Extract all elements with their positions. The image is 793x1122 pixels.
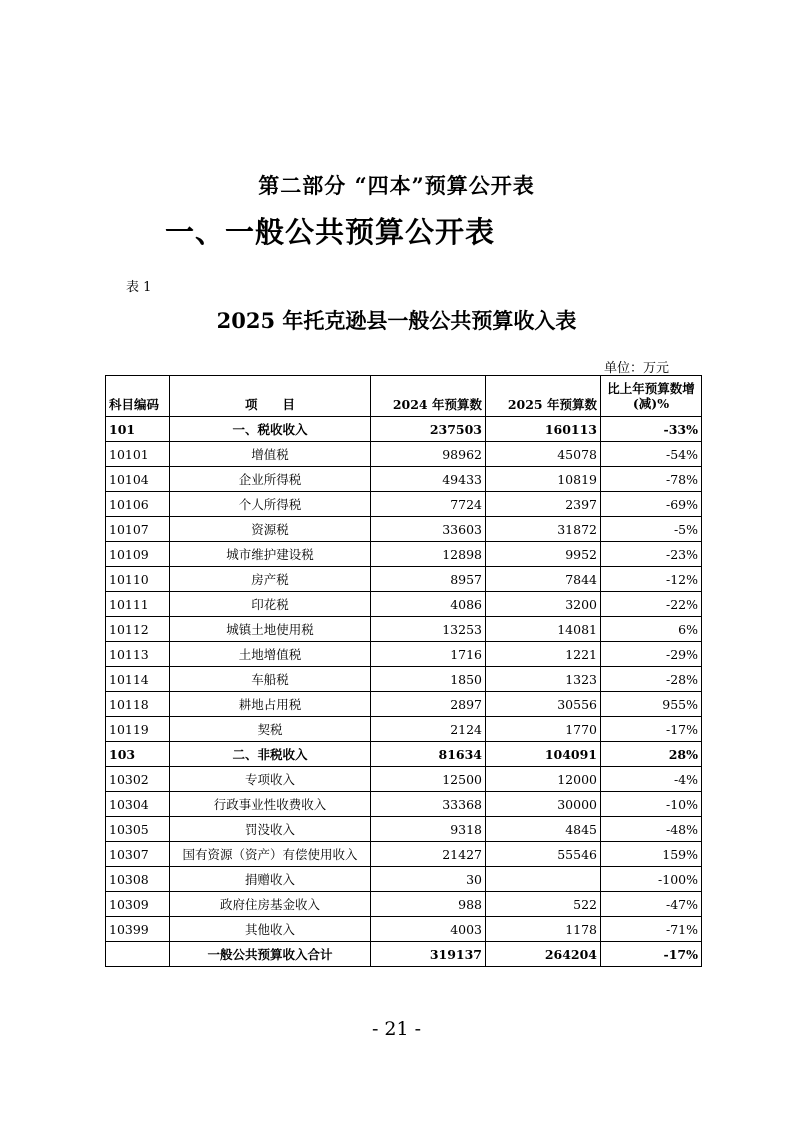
page-number: - 21 - (371, 1018, 422, 1040)
table-row (106, 442, 702, 467)
table-row (106, 617, 702, 642)
row-change-percent: 6% (601, 617, 702, 642)
row-2025-value: 31872 (486, 517, 601, 542)
row-code: 10111 (106, 592, 170, 617)
table-row (106, 867, 702, 892)
row-2025-value: 14081 (486, 617, 601, 642)
table-row (106, 567, 702, 592)
row-item-name: 增值税 (170, 442, 371, 467)
row-change-percent: 955% (601, 692, 702, 717)
row-2025-value: 12000 (486, 767, 601, 792)
row-2024-value: 319137 (371, 942, 486, 967)
row-2024-value: 12898 (371, 542, 486, 567)
row-code: 10109 (106, 542, 170, 567)
row-item-name: 专项收入 (170, 767, 371, 792)
row-2025-value: 4845 (486, 817, 601, 842)
row-change-percent: -23% (601, 542, 702, 567)
row-item-name: 城镇土地使用税 (170, 617, 371, 642)
table-header-row (106, 376, 702, 417)
row-2025-value: 522 (486, 892, 601, 917)
row-change-percent: -47% (601, 892, 702, 917)
row-code: 10399 (106, 917, 170, 942)
row-item-name: 耕地占用税 (170, 692, 371, 717)
row-2024-value: 30 (371, 867, 486, 892)
table-row (106, 717, 702, 742)
row-2024-value: 2124 (371, 717, 486, 742)
row-change-percent: -54% (601, 442, 702, 467)
row-code: 10113 (106, 642, 170, 667)
row-2025-value: 1323 (486, 667, 601, 692)
row-code (106, 942, 170, 967)
row-change-percent: -69% (601, 492, 702, 517)
row-item-name: 二、非税收入 (170, 742, 371, 767)
row-2024-value: 81634 (371, 742, 486, 767)
row-code: 10302 (106, 767, 170, 792)
row-2024-value: 12500 (371, 767, 486, 792)
row-2024-value: 1850 (371, 667, 486, 692)
row-2025-value (486, 867, 601, 892)
row-item-name: 城市维护建设税 (170, 542, 371, 567)
row-2025-value: 264204 (486, 942, 601, 967)
row-code: 10107 (106, 517, 170, 542)
row-item-name: 国有资源（资产）有偿使用收入 (170, 842, 371, 867)
row-2025-value: 30556 (486, 692, 601, 717)
row-item-name: 捐赠收入 (170, 867, 371, 892)
row-code: 101 (106, 417, 170, 442)
row-change-percent: -12% (601, 567, 702, 592)
row-code: 10101 (106, 442, 170, 467)
row-change-percent: -4% (601, 767, 702, 792)
row-item-name: 一般公共预算收入合计 (170, 942, 371, 967)
row-2024-value: 49433 (371, 467, 486, 492)
row-item-name: 资源税 (170, 517, 371, 542)
row-2025-value: 9952 (486, 542, 601, 567)
row-2025-value: 45078 (486, 442, 601, 467)
row-2024-value: 13253 (371, 617, 486, 642)
row-2024-value: 21427 (371, 842, 486, 867)
row-2024-value: 9318 (371, 817, 486, 842)
table-row (106, 842, 702, 867)
row-code: 10304 (106, 792, 170, 817)
row-2025-value: 1178 (486, 917, 601, 942)
row-2025-value: 104091 (486, 742, 601, 767)
row-code: 10118 (106, 692, 170, 717)
row-code: 10114 (106, 667, 170, 692)
row-2025-value: 10819 (486, 467, 601, 492)
row-2025-value: 55546 (486, 842, 601, 867)
table-row (106, 742, 702, 767)
row-change-percent: -5% (601, 517, 702, 542)
row-2025-value: 30000 (486, 792, 601, 817)
table-row (106, 917, 702, 942)
header-code: 科目编码 (106, 376, 170, 417)
row-change-percent: -48% (601, 817, 702, 842)
row-2025-value: 1221 (486, 642, 601, 667)
row-2024-value: 7724 (371, 492, 486, 517)
row-change-percent: -17% (601, 717, 702, 742)
row-change-percent: -10% (601, 792, 702, 817)
table-row (106, 492, 702, 517)
row-code: 10309 (106, 892, 170, 917)
table-row (106, 667, 702, 692)
row-code: 103 (106, 742, 170, 767)
row-2025-value: 3200 (486, 592, 601, 617)
row-item-name: 土地增值税 (170, 642, 371, 667)
row-item-name: 行政事业性收费收入 (170, 792, 371, 817)
table-row (106, 942, 702, 967)
part-title: 第二部分 “四本”预算公开表 (258, 173, 535, 198)
row-item-name: 企业所得税 (170, 467, 371, 492)
row-2024-value: 237503 (371, 417, 486, 442)
row-2024-value: 4003 (371, 917, 486, 942)
budget-revenue-table (105, 375, 702, 967)
row-2024-value: 33368 (371, 792, 486, 817)
row-2025-value: 1770 (486, 717, 601, 742)
row-2024-value: 988 (371, 892, 486, 917)
table-row (106, 592, 702, 617)
row-item-name: 房产税 (170, 567, 371, 592)
row-item-name: 政府住房基金收入 (170, 892, 371, 917)
row-2024-value: 1716 (371, 642, 486, 667)
row-change-percent: -33% (601, 417, 702, 442)
table-row (106, 417, 702, 442)
row-change-percent: -22% (601, 592, 702, 617)
unit-label: 单位：万元 (604, 361, 670, 376)
table-row (106, 517, 702, 542)
header-2024-budget: 2024 年预算数 (371, 376, 486, 417)
header-2025-budget: 2025 年预算数 (486, 376, 601, 417)
row-change-percent: 28% (601, 742, 702, 767)
table-row (106, 542, 702, 567)
row-2024-value: 8957 (371, 567, 486, 592)
table-row (106, 467, 702, 492)
row-code: 10110 (106, 567, 170, 592)
table-number: 表 1 (126, 280, 152, 295)
row-item-name: 罚没收入 (170, 817, 371, 842)
header-change-percent: 比上年预算数增(减)% (601, 376, 702, 417)
row-2025-value: 160113 (486, 417, 601, 442)
row-change-percent: 159% (601, 842, 702, 867)
row-code: 10106 (106, 492, 170, 517)
section-title: 一、一般公共预算公开表 (165, 215, 496, 249)
row-change-percent: -100% (601, 867, 702, 892)
row-code: 10119 (106, 717, 170, 742)
table-row (106, 817, 702, 842)
table-row (106, 642, 702, 667)
row-change-percent: -17% (601, 942, 702, 967)
row-2024-value: 98962 (371, 442, 486, 467)
table-row (106, 692, 702, 717)
row-change-percent: -29% (601, 642, 702, 667)
row-item-name: 契税 (170, 717, 371, 742)
row-2024-value: 4086 (371, 592, 486, 617)
row-change-percent: -28% (601, 667, 702, 692)
row-2025-value: 7844 (486, 567, 601, 592)
table-row (106, 767, 702, 792)
row-item-name: 其他收入 (170, 917, 371, 942)
row-2024-value: 33603 (371, 517, 486, 542)
row-code: 10307 (106, 842, 170, 867)
table-title: 2025 年托克逊县一般公共预算收入表 (216, 308, 577, 333)
row-item-name: 印花税 (170, 592, 371, 617)
table-row (106, 892, 702, 917)
row-item-name: 个人所得税 (170, 492, 371, 517)
row-code: 10104 (106, 467, 170, 492)
table-row (106, 792, 702, 817)
row-2024-value: 2897 (371, 692, 486, 717)
header-item: 项 目 (170, 376, 371, 417)
row-code: 10112 (106, 617, 170, 642)
row-code: 10305 (106, 817, 170, 842)
table-body (106, 417, 702, 967)
row-item-name: 车船税 (170, 667, 371, 692)
row-code: 10308 (106, 867, 170, 892)
row-item-name: 一、税收收入 (170, 417, 371, 442)
row-change-percent: -78% (601, 467, 702, 492)
row-2025-value: 2397 (486, 492, 601, 517)
row-change-percent: -71% (601, 917, 702, 942)
